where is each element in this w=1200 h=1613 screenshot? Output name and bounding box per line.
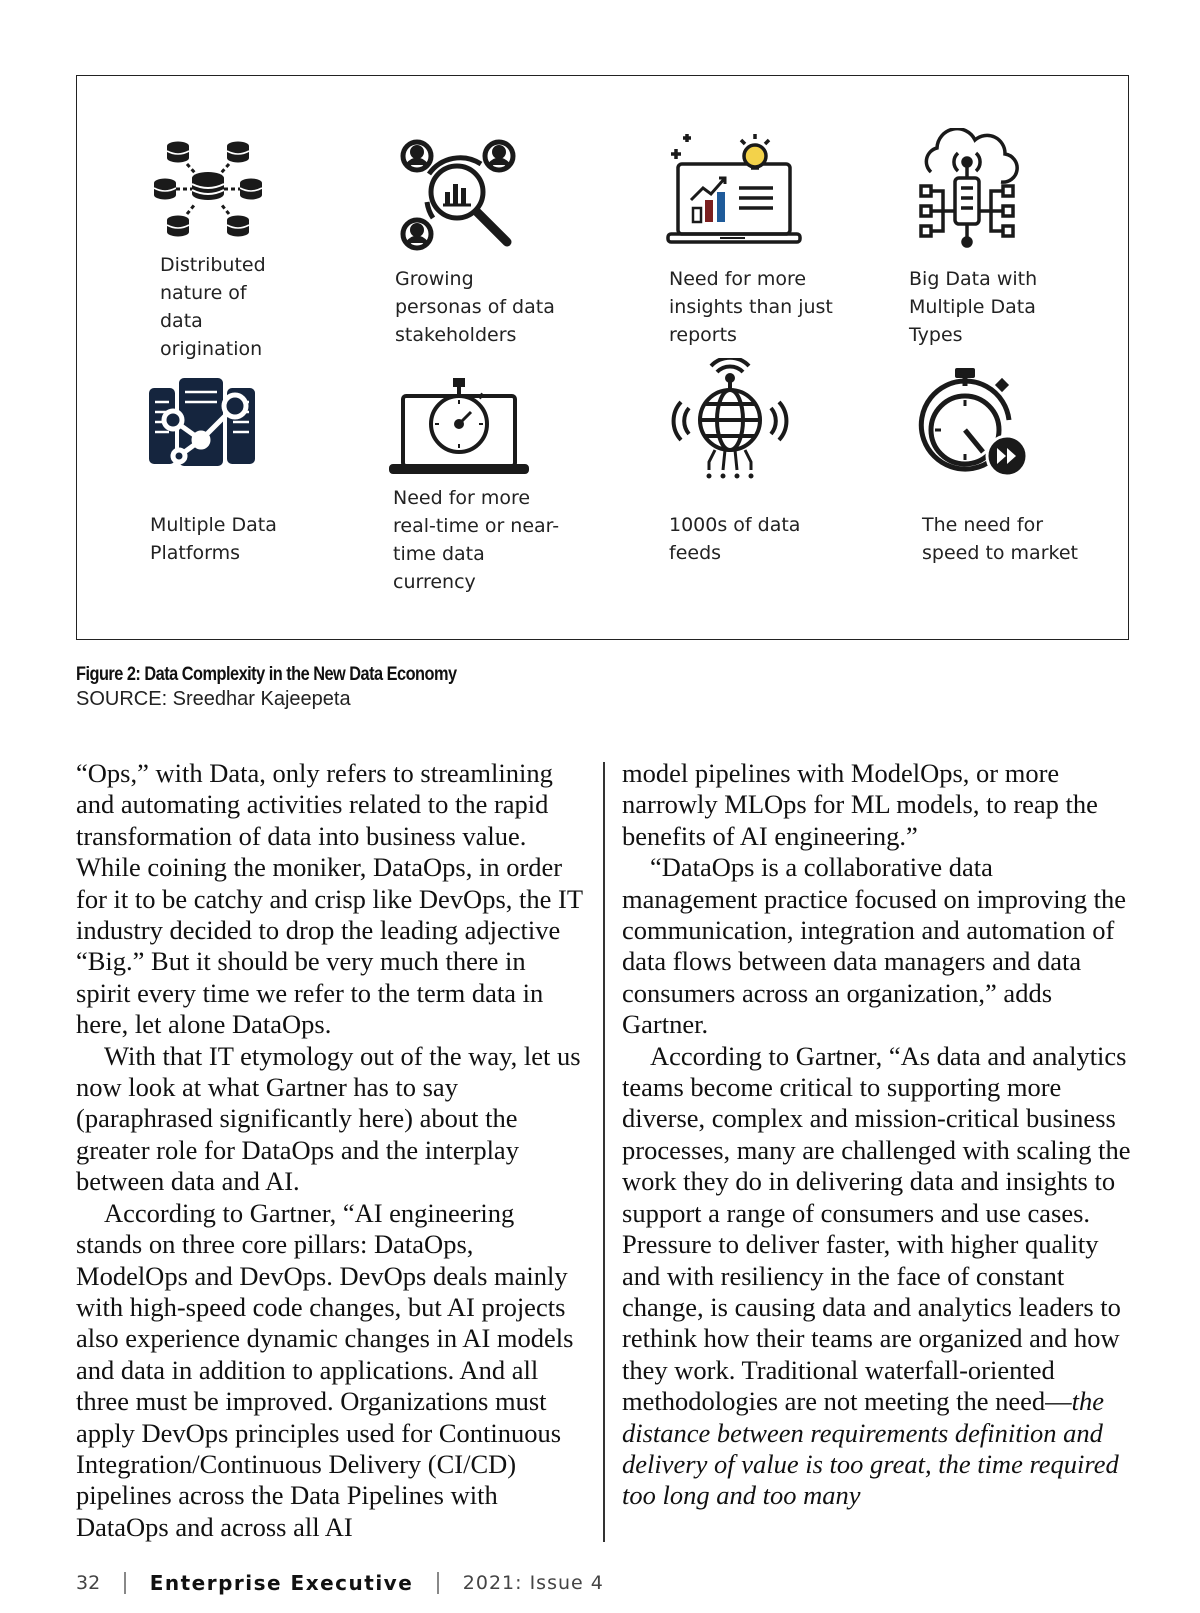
figure-caption: 1000s of data feeds (669, 514, 801, 564)
figure-caption: Growing personas of data stakeholders (395, 268, 555, 346)
figure-caption: Distributed nature of data origination (160, 254, 266, 360)
paragraph: With that IT etymology out of the way, let us now look at what Gartner has to say (paraphrased significantly here) about the greater role for DataOps and the interplay between data and AI. (76, 1040, 581, 1197)
footer-divider (124, 1572, 126, 1594)
laptop-insights-icon (665, 126, 805, 250)
figure-title: Figure 2: Data Complexity in the New Data Economy (76, 664, 457, 685)
paragraph: “DataOps is a collaborative data management practice focused on improving the communication, integration and automation of data flows between data managers and data consumers across an organization,” adds Gartner. (622, 852, 1127, 1040)
cloud-data-types-icon (909, 128, 1029, 252)
laptop-stopwatch-icon (389, 368, 529, 480)
figure-source: SOURCE: Sreedhar Kajeepeta (76, 688, 351, 710)
paragraph: model pipelines with ModelOps, or more narrowly MLOps for ML models, to reap the benefits of AI engineering.” (622, 758, 1098, 851)
figure-caption: Multiple Data Platforms (150, 514, 277, 564)
publication-name: Enterprise Executive (149, 1571, 414, 1595)
figure-caption: Need for more real-time or near- time data currency (393, 487, 560, 593)
database-network-icon (143, 128, 273, 248)
figure-caption: The need for speed to market (922, 514, 1078, 564)
column-divider (603, 762, 605, 1542)
stopwatch-fast-forward-icon (911, 364, 1035, 484)
analytics-personas-icon (397, 134, 517, 252)
paragraph: “Ops,” with Data, only refers to streamlining and automating activities related to the rapid transformation of data into business value. While coining the moniker, DataOps, in order for it to be catchy and crisp like DevOps, the IT industry decided to drop the leading adjective “Big.” But it should be very much there in spirit every time we refer to the term data in here, let alone DataOps. (76, 758, 583, 1040)
figure-caption: Need for more insights than just reports (669, 268, 833, 346)
footer-divider (437, 1572, 439, 1594)
page-footer (76, 1568, 604, 1598)
figure-panel (76, 75, 1129, 640)
figure-caption: Big Data with Multiple Data Types (909, 268, 1038, 346)
server-platforms-icon (143, 374, 261, 470)
article-column-left (76, 758, 586, 1543)
paragraph-italic-text: the distance between requirements definition and delivery of value is too great, the time required too long and too many (622, 1386, 1119, 1511)
page-number: 32 (76, 1572, 101, 1594)
paragraph-text: According to Gartner, “As data and analytics teams become critical to supporting more diverse, complex and mission-critical business processes, many are challenged with scaling the work they do in delivering data and insights to support a range of consumers and use cases. Pressure to deliver faster, with higher quality and with resiliency in the face of constant change, is causing data and analytics leaders to rethink how their teams are organized and how they work. Traditional waterfall-oriented methodologies are not meeting the need— (622, 1040, 1131, 1417)
issue-label: 2021: Issue 4 (462, 1572, 604, 1594)
paragraph: According to Gartner, “AI engineering stands on three core pillars: DataOps, ModelOps and DevOps. DevOps deals mainly with high-speed code changes, but AI projects also experience dynamic changes in AI models and data in addition to applications. And all three must be improved. Organizations must apply DevOps principles used for Continuous Integration/Continuous Delivery (CI/CD) pipelines across the Data Pipelines with DataOps and across all AI (76, 1197, 574, 1542)
article-column-right (622, 758, 1132, 1512)
globe-feeds-icon (665, 358, 795, 482)
paragraph (622, 1041, 1132, 1512)
